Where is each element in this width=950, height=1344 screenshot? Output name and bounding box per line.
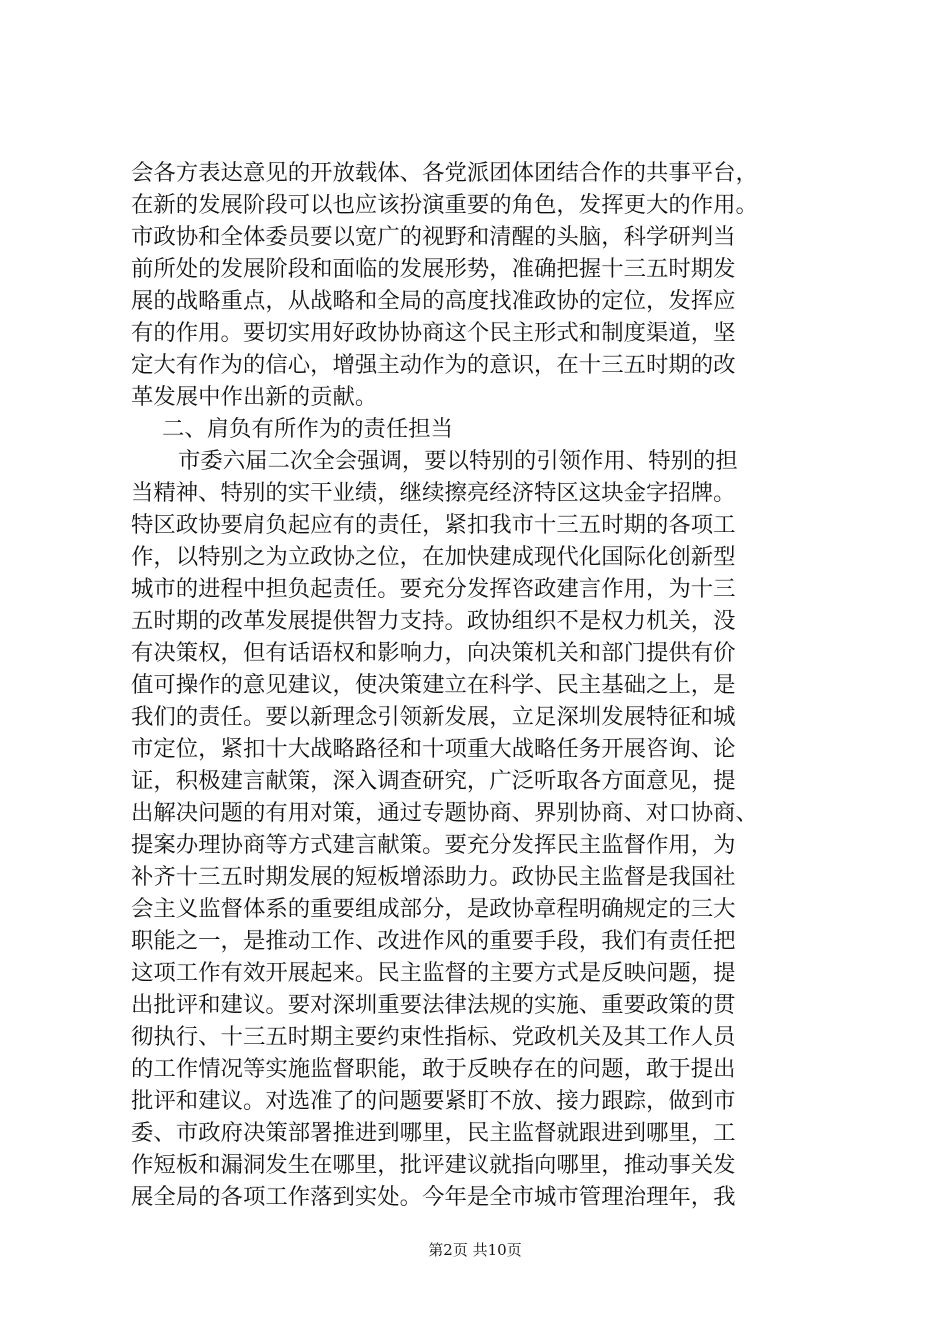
text-line: 作，以特别之为立政协之位，在加快建成现代化国际化创新型 [131,544,736,570]
text-line: 展全局的各项工作落到实处。今年是全市城市管理治理年，我 [131,1184,736,1210]
text-line: 会各方表达意见的开放载体、各党派团体团结合作的共事平台， [131,160,758,186]
text-line: 定大有作为的信心，增强主动作为的意识，在十三五时期的改 [131,352,736,378]
text-line: 在新的发展阶段可以也应该扮演重要的角色，发挥更大的作用。 [131,192,758,218]
text-line: 市政协和全体委员要以宽广的视野和清醒的头脑，科学研判当 [131,224,736,250]
text-line: 出解决问题的有用对策，通过专题协商、界别协商、对口协商、 [131,800,758,826]
page-number-footer: 第2页 共10页 [428,1241,522,1259]
text-line: 城市的进程中担负起责任。要充分发挥咨政建言作用，为十三 [131,576,736,602]
text-line: 五时期的改革发展提供智力支持。政协组织不是权力机关，没 [131,608,736,634]
text-line: 前所处的发展阶段和面临的发展形势，准确把握十三五时期发 [131,256,736,282]
section-heading: 二、肩负有所作为的责任担当 [162,416,454,442]
text-line: 委、市政府决策部署推进到哪里，民主监督就跟进到哪里，工 [131,1120,736,1146]
text-line: 有的作用。要切实用好政协协商这个民主形式和制度渠道，坚 [131,320,736,346]
text-line: 值可操作的意见建议，使决策建立在科学、民主基础之上，是 [131,672,736,698]
text-line: 提案办理协商等方式建言献策。要充分发挥民主监督作用，为 [131,832,736,858]
text-line: 出批评和建议。要对深圳重要法律法规的实施、重要政策的贯 [131,992,736,1018]
text-line: 特区政协要肩负起应有的责任，紧扣我市十三五时期的各项工 [131,512,736,538]
text-line: 展的战略重点，从战略和全局的高度找准政协的定位，发挥应 [131,288,736,314]
text-line: 有决策权，但有话语权和影响力，向决策机关和部门提供有价 [131,640,736,666]
text-line: 证，积极建言献策，深入调查研究，广泛听取各方面意见，提 [131,768,736,794]
paragraph-first-line: 市委六届二次全会强调，要以特别的引领作用、特别的担 [178,448,738,474]
text-line: 补齐十三五时期发展的短板增添助力。政协民主监督是我国社 [131,864,736,890]
text-line: 职能之一，是推动工作、改进作风的重要手段，我们有责任把 [131,928,736,954]
text-line: 会主义监督体系的重要组成部分，是政协章程明确规定的三大 [131,896,736,922]
document-body [131,157,821,1213]
text-line: 市定位，紧扣十大战略路径和十项重大战略任务开展咨询、论 [131,736,736,762]
text-line: 我们的责任。要以新理念引领新发展，立足深圳发展特征和城 [131,704,736,730]
text-line: 革发展中作出新的贡献。 [131,384,378,410]
text-line: 这项工作有效开展起来。民主监督的主要方式是反映问题，提 [131,960,736,986]
text-line: 的工作情况等实施监督职能，敢于反映存在的问题，敢于提出 [131,1056,736,1082]
text-line: 批评和建议。对选准了的问题要紧盯不放、接力跟踪，做到市 [131,1088,736,1114]
text-line: 彻执行、十三五时期主要约束性指标、党政机关及其工作人员 [131,1024,736,1050]
text-line: 作短板和漏洞发生在哪里，批评建议就指向哪里，推动事关发 [131,1152,736,1178]
text-line: 当精神、特别的实干业绩，继续擦亮经济特区这块金字招牌。 [131,480,736,506]
